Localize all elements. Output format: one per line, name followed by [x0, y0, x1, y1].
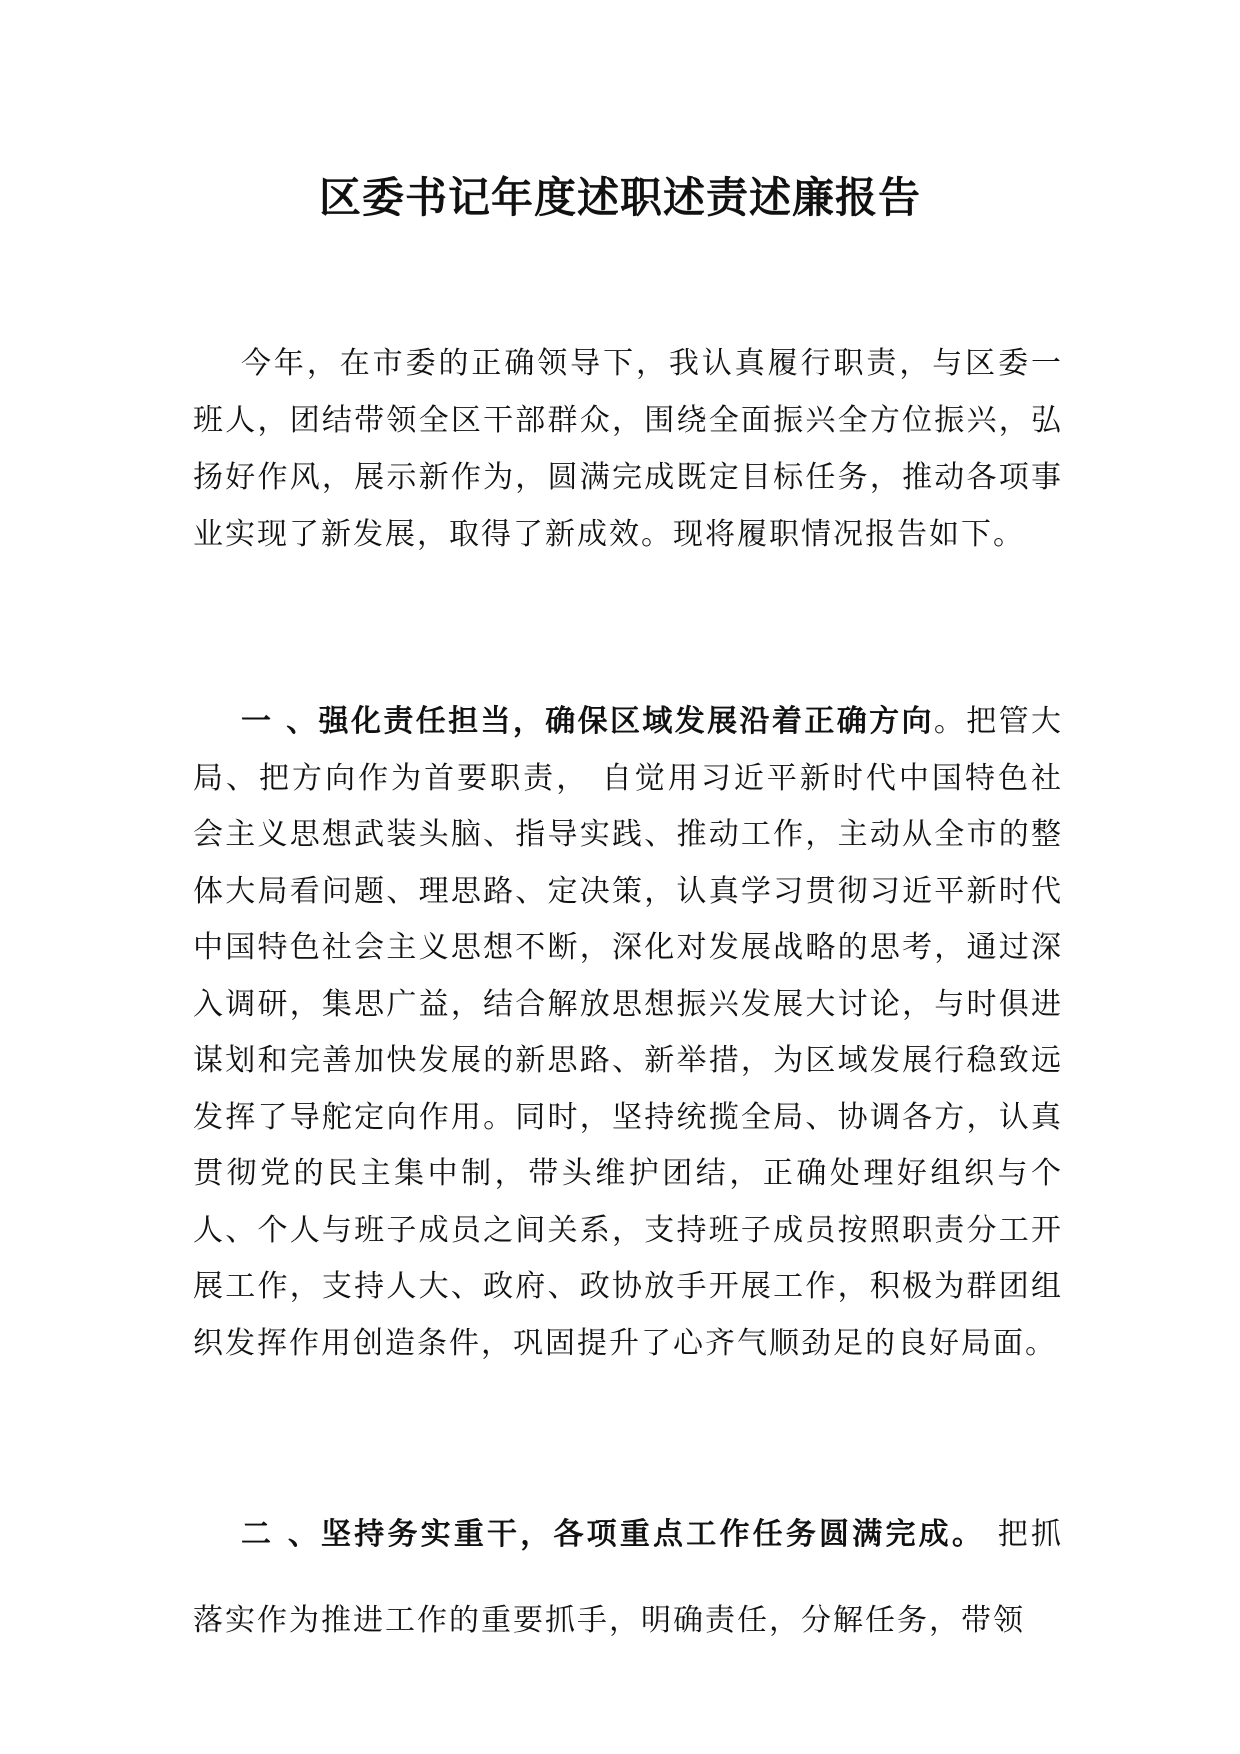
section-1-heading: 一 、强化责任担当，确保区域发展沿着正确方向: [241, 704, 934, 739]
page-title: 区委书记年度述职述责述廉报告: [318, 173, 921, 222]
section-1-body: 。把管大局、把方向作为首要职责， 自觉用习近平新时代中国特色社会主义思想武装头脑、指导实践、推动工作，主动从全市的整体大局看问题、理思路、定决策，认真学习贯彻习近平新时代中国特色社会主义思想不断，深化对发展战略的思考，通过深入调研，集思广益，结合解放思想振兴发展大讨论，与时俱进谋划和完善加快发展的新思路、新举措，为区域发展行稳致远发挥了导舵定向作用。同时，坚持统揽全局、协调各方，认真贯彻党的民主集中制，带头维护团结，正确处理好组织与个人、个人与班子成员之间关系，支持班子成员按照职责分工开展工作，支持人大、政府、政协放手开展工作，积极为群团组织发挥作用创造条件，巩固提升了心齐气顺劲足的良好局面。: [193, 704, 1064, 1361]
section-2-paragraph: [193, 1492, 1063, 1664]
section-2-body: 把抓落实作为推进工作的重要抓手，明确责任，分解任务，带领: [193, 1517, 1063, 1638]
intro-paragraph: 今年，在市委的正确领导下，我认真履行职责，与区委一班人，团结带领全区干部群众，围绕全面振兴全方位振兴，弘扬好作风，展示新作为，圆满完成既定目标任务，推动各项事业实现了新发展，取得了新成效。现将履职情况报告如下。: [193, 346, 1063, 552]
section-1-paragraph: [193, 694, 1063, 1372]
section-2-heading: 二 、坚持务实重干，各项重点工作任务圆满完成。: [241, 1517, 986, 1552]
